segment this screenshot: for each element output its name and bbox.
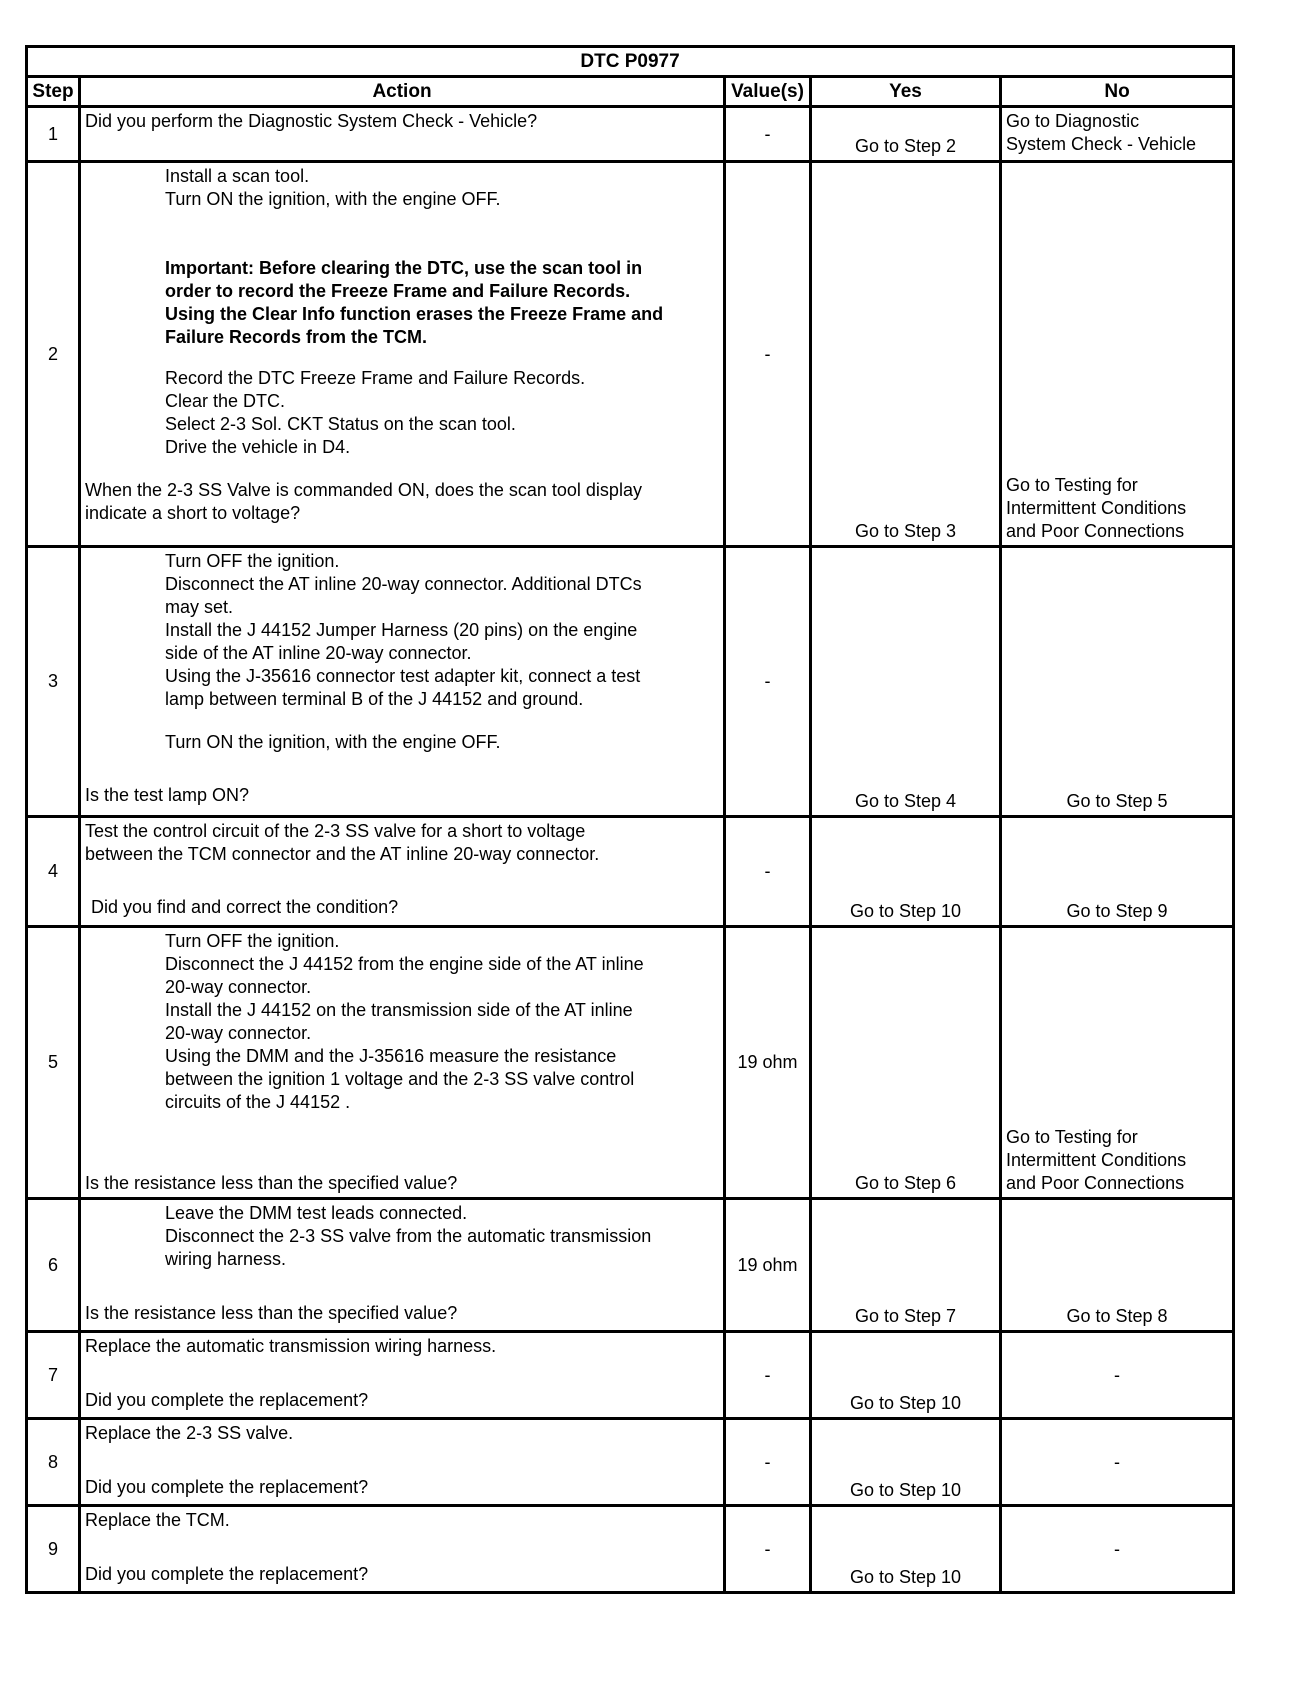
value-cell: - [725,817,811,927]
no-line: Go to Diagnostic [1006,111,1140,131]
action-cell [80,817,725,927]
table-row [27,927,1234,1199]
action-line: Install the J 44152 Jumper Harness (20 pins) on the engine [165,620,638,640]
action-line: Replace the 2-3 SS valve. [85,1423,294,1443]
no-line: Go to Testing for [1006,475,1138,495]
value-cell: - [725,107,811,162]
action-line: between the TCM connector and the AT inline 20-way connector. [85,844,600,864]
action-line: Select 2-3 Sol. CKT Status on the scan tool. [165,414,516,434]
value-cell: - [725,1506,811,1593]
header-values: Value(s) [725,77,811,107]
action-cell [80,1419,725,1506]
table-row [27,817,1234,927]
action-line: Test the control circuit of the 2-3 SS valve for a short to voltage [85,821,586,841]
step-number: 5 [27,927,80,1199]
step-number: 6 [27,1199,80,1332]
action-line: side of the AT inline 20-way connector. [165,643,472,663]
no-cell [1001,927,1234,1199]
no-line: and Poor Connections [1006,521,1185,541]
table-row [27,1332,1234,1419]
action-line: Drive the vehicle in D4. [165,437,351,457]
value-cell: - [725,1419,811,1506]
no-cell [1001,107,1234,162]
action-line: Turn OFF the ignition. [165,551,340,571]
no-cell [1001,162,1234,547]
yes-cell: Go to Step 2 [811,107,1001,162]
step-number: 7 [27,1332,80,1419]
no-line: System Check - Vehicle [1006,134,1197,154]
action-line: Clear the DTC. [165,391,286,411]
value-cell: 19 ohm [725,1199,811,1332]
value-cell: - [725,162,811,547]
step-number: 4 [27,817,80,927]
yes-cell: Go to Step 10 [811,1332,1001,1419]
no-cell: - [1001,1419,1234,1506]
action-cell [80,1506,725,1593]
header-step: Step [27,77,80,107]
yes-cell: Go to Step 3 [811,162,1001,547]
step-number: 3 [27,547,80,817]
action-line: wiring harness. [165,1249,287,1269]
no-line: and Poor Connections [1006,1173,1185,1193]
value-cell: 19 ohm [725,927,811,1199]
header-row [27,77,1234,107]
table-row [27,162,1234,547]
table-row [27,547,1234,817]
action-cell [80,927,725,1199]
action-line: circuits of the J 44152 . [165,1092,351,1112]
action-line: Record the DTC Freeze Frame and Failure Records. [165,368,586,388]
table-row [27,1419,1234,1506]
table-title: DTC P0977 [27,47,1234,77]
no-line: Intermittent Conditions [1006,498,1187,518]
action-question: When the 2-3 SS Valve is commanded ON, does the scan tool display [85,480,642,500]
step-number: 1 [27,107,80,162]
table-row [27,1199,1234,1332]
action-line: Disconnect the 2-3 SS valve from the automatic transmission [165,1226,652,1246]
important-note: Failure Records from the TCM. [165,327,428,347]
action-line: Disconnect the J 44152 from the engine side of the AT inline [165,954,644,974]
important-note: Important: Before clearing the DTC, use the scan tool in [165,258,643,278]
no-line: Go to Testing for [1006,1127,1138,1147]
no-line: Intermittent Conditions [1006,1150,1187,1170]
no-cell: - [1001,1332,1234,1419]
action-line: lamp between terminal B of the J 44152 and ground. [165,689,584,709]
yes-cell: Go to Step 6 [811,927,1001,1199]
value-cell: - [725,1332,811,1419]
action-line: Replace the automatic transmission wiring harness. [85,1336,497,1356]
value-cell: - [725,547,811,817]
action-line: Using the DMM and the J-35616 measure the resistance [165,1046,617,1066]
important-note: order to record the Freeze Frame and Failure Records. [165,281,631,301]
action-line: between the ignition 1 voltage and the 2-3 SS valve control [165,1069,635,1089]
action-cell [80,162,725,547]
action-line: Leave the DMM test leads connected. [165,1203,468,1223]
action-cell [80,547,725,817]
yes-cell: Go to Step 7 [811,1199,1001,1332]
action-question: indicate a short to voltage? [85,503,301,523]
table-row [27,1506,1234,1593]
action-line: 20-way connector. [165,1023,312,1043]
action-question: Is the resistance less than the specified value? [85,1303,458,1323]
action-line: Install the J 44152 on the transmission side of the AT inline [165,1000,633,1020]
diagnostic-table [25,45,1235,1594]
document-page [25,45,1232,1594]
no-cell: Go to Step 8 [1001,1199,1234,1332]
important-note: Using the Clear Info function erases the Freeze Frame and [165,304,664,324]
action-question: Did you find and correct the condition? [91,897,399,917]
action-line: may set. [165,597,234,617]
action-question: Is the resistance less than the specified value? [85,1173,458,1193]
action-question: Is the test lamp ON? [85,785,250,805]
action-line: Turn OFF the ignition. [165,931,340,951]
action-question: Did you perform the Diagnostic System Check - Vehicle? [85,111,538,131]
no-cell: - [1001,1506,1234,1593]
no-cell: Go to Step 9 [1001,817,1234,927]
table-row [27,107,1234,162]
step-number: 8 [27,1419,80,1506]
action-cell [80,107,725,162]
no-cell: Go to Step 5 [1001,547,1234,817]
header-no: No [1001,77,1234,107]
yes-cell: Go to Step 4 [811,547,1001,817]
action-line: Install a scan tool. [165,166,310,186]
step-number: 2 [27,162,80,547]
header-action: Action [80,77,725,107]
action-cell [80,1332,725,1419]
action-line: Replace the TCM. [85,1510,230,1530]
action-question: Did you complete the replacement? [85,1477,369,1497]
yes-cell: Go to Step 10 [811,1419,1001,1506]
action-question: Did you complete the replacement? [85,1390,369,1410]
step-number: 9 [27,1506,80,1593]
action-line: Using the J-35616 connector test adapter kit, connect a test [165,666,641,686]
action-line: Disconnect the AT inline 20-way connector. Additional DTCs [165,574,642,594]
yes-cell: Go to Step 10 [811,817,1001,927]
action-line: Turn ON the ignition, with the engine OFF. [165,189,501,209]
yes-cell: Go to Step 10 [811,1506,1001,1593]
action-line: 20-way connector. [165,977,312,997]
action-line: Turn ON the ignition, with the engine OFF. [165,732,501,752]
action-cell [80,1199,725,1332]
action-question: Did you complete the replacement? [85,1564,369,1584]
header-yes: Yes [811,77,1001,107]
